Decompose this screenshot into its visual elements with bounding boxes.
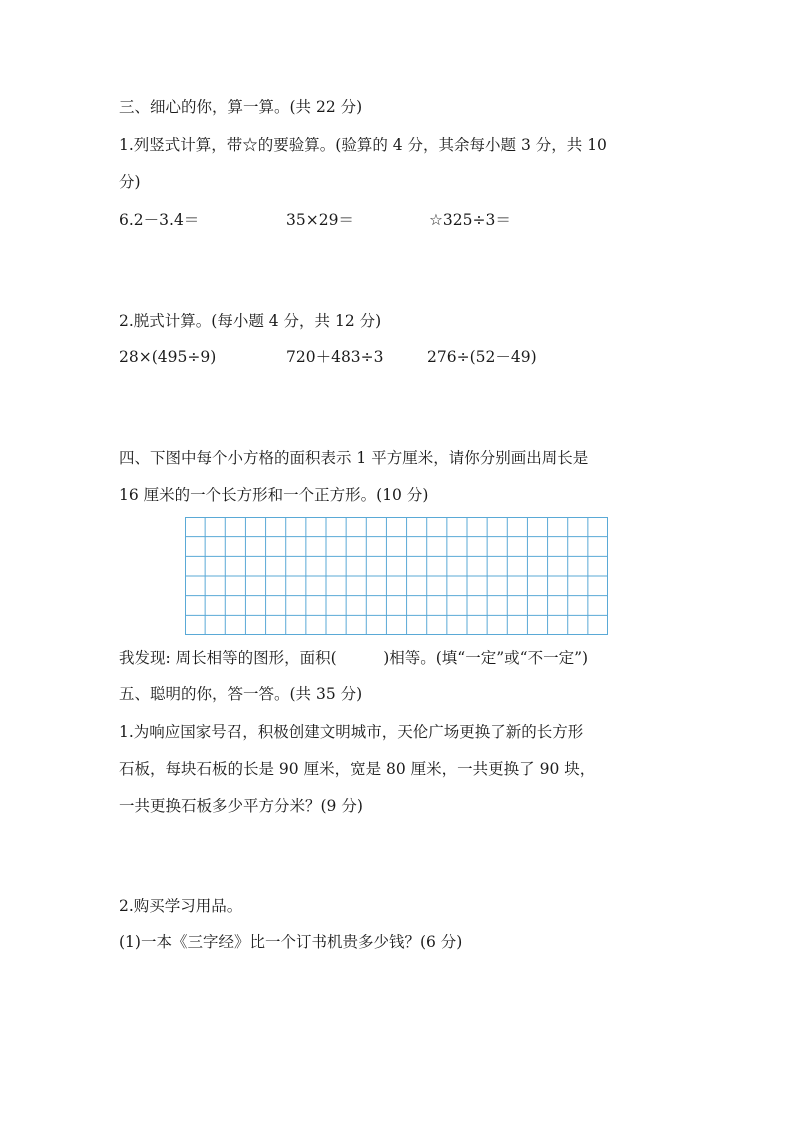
section-4-line2: 16 厘米的一个长方形和一个正方形。(10 分) bbox=[119, 486, 429, 504]
s5-q1-line3: 一共更换石板多少平方分米？(9 分) bbox=[119, 797, 363, 815]
section-4-finding: 我发现: 周长相等的图形，面积( )相等。(填“一定”或“不一定”) bbox=[119, 649, 589, 667]
section-5-title: 五、聪明的你，答一答。(共 35 分) bbox=[119, 685, 363, 703]
s5-q1-line1: 1.为响应国家号召，积极创建文明城市，天伦广场更换了新的长方形 bbox=[119, 723, 584, 741]
s5-q1-line2: 石板，每块石板的长是 90 厘米，宽是 80 厘米，一共更换了 90 块， bbox=[119, 760, 596, 778]
q1-instruction-line2: 分) bbox=[119, 173, 141, 191]
q2-expression-1: 28×(495÷9) bbox=[119, 348, 217, 366]
q2-instruction: 2.脱式计算。(每小题 4 分，共 12 分) bbox=[119, 312, 382, 330]
q1-expression-1: 6.2－3.4＝ bbox=[119, 211, 200, 229]
s5-q2-title: 2.购买学习用品。 bbox=[119, 897, 243, 915]
q1-expression-3: ☆325÷3＝ bbox=[429, 211, 511, 229]
square-grid[interactable] bbox=[185, 517, 608, 635]
s5-q2-sub1: (1)一本《三字经》比一个订书机贵多少钱？(6 分) bbox=[119, 933, 463, 951]
q1-instruction-line1: 1.列竖式计算，带☆的要验算。(验算的 4 分，其余每小题 3 分，共 10 bbox=[119, 136, 607, 154]
q1-expression-2: 35×29＝ bbox=[286, 211, 354, 229]
q2-expression-3: 276÷(52－49) bbox=[427, 348, 537, 366]
section-3-title: 三、细心的你，算一算。(共 22 分) bbox=[119, 98, 363, 116]
q2-expression-2: 720＋483÷3 bbox=[286, 348, 384, 366]
section-4-line1: 四、下图中每个小方格的面积表示 1 平方厘米，请你分别画出周长是 bbox=[119, 449, 589, 467]
